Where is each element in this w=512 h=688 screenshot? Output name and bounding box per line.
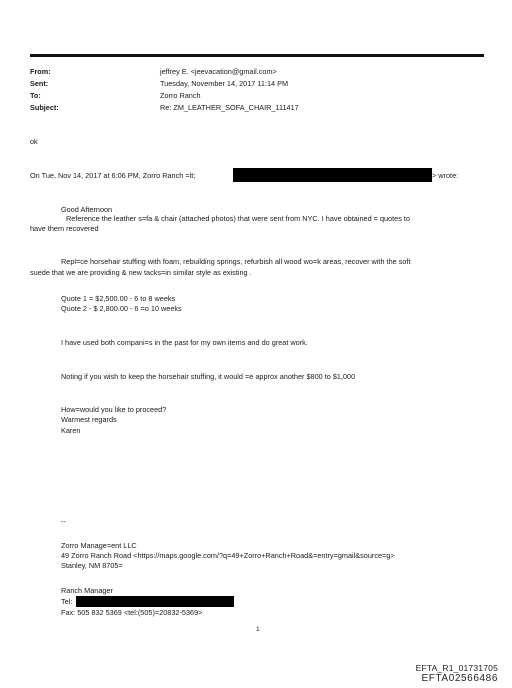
signature-tel-label: Tel: [61, 597, 73, 606]
paragraph-1-line-2: have them recovered [30, 224, 99, 233]
to-label: To: [30, 91, 41, 100]
sent-value: Tuesday, November 14, 2017 11:14 PM [160, 79, 289, 88]
quote-intro-right: > wrote: [432, 171, 459, 180]
quote-1: Quote 1 = $2,500.00 - 6 to 8 weeks [61, 294, 176, 303]
signature-city: Stanley, NM 8705= [61, 561, 123, 570]
subject-label: Subject: [30, 103, 59, 112]
question: How=would you like to proceed? [61, 405, 167, 414]
closing: Warmest regards [61, 415, 117, 424]
quote-2: Quote 2 - $ 2,800.00 - 6 =o 10 weeks [61, 304, 182, 313]
paragraph-3: I have used both compani=s in the past for my own items and do great work. [61, 338, 308, 347]
from-value: jeffrey E. <jeevacation@gmail.com> [160, 67, 277, 76]
signature-company: Zorro Manage=ent LLC [61, 541, 137, 550]
subject-value: Re: ZM_LEATHER_SOFA_CHAIR_111417 [160, 103, 299, 112]
tel-redaction-box [76, 596, 234, 607]
reply-text: ok [30, 137, 38, 146]
signature-title: Ranch Manager [61, 586, 113, 595]
page-number: 1 [256, 626, 260, 633]
greeting: Good Afternoon [61, 205, 113, 214]
paragraph-2-line-1: Repl=ce horsehair stuffing with foam, rebuilding springs, refurbish all wood wo=k areas, recover with the soft [61, 257, 411, 266]
sent-label: Sent: [30, 79, 49, 88]
signature-address: 49 Zorro Ranch Road <https://maps.google.com/?q=49+Zorro+Ranch+Road&=entry=gmail&source=g> [61, 551, 395, 560]
to-value: Zorro Ranch [160, 91, 201, 100]
paragraph-4: Noting if you wish to keep the horsehair stuffing, it would =e approx another $800 to $1,000 [61, 372, 356, 381]
header-rule [30, 54, 484, 57]
paragraph-1-line-1: Reference the leather s=fa & chair (attached photos) that were sent from NYC. I have obtained = quotes to [66, 214, 410, 223]
quote-intro-left: On Tue, Nov 14, 2017 at 6:06 PM, Zorro Ranch =lt; [30, 171, 196, 180]
bates-number-1: EFTA_R1_01731705 [415, 663, 498, 673]
sender-name: Karen [61, 426, 81, 435]
from-label: From: [30, 67, 51, 76]
paragraph-2-line-2: suede that we are providing & new tacks=in similar style as existing . [30, 268, 252, 277]
bates-number-2: EFTA02566486 [421, 673, 498, 684]
signature-fax: Fax: 505 832 5369 <tel:(505)=20832-5369> [61, 608, 203, 617]
signature-separator: -- [61, 517, 66, 526]
redaction-box [233, 168, 432, 182]
